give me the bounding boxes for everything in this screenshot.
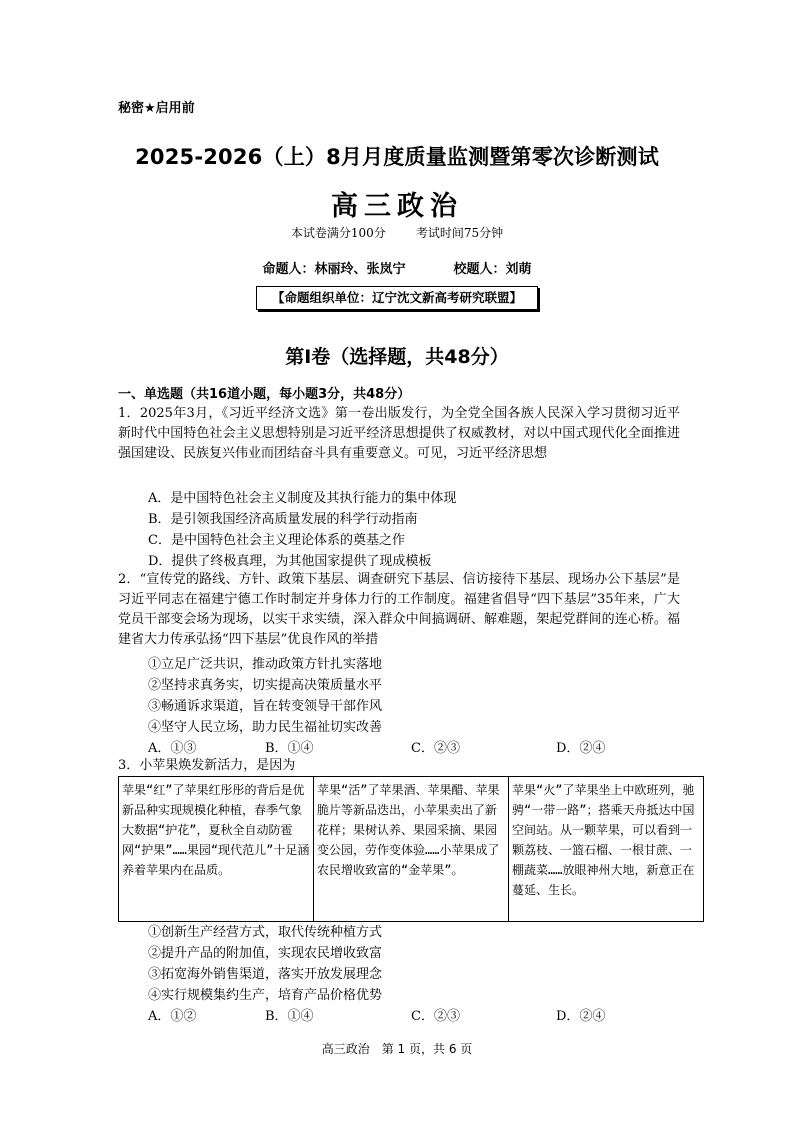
part-heading: 一、单选题（共16道小题，每小题3分，共48分） <box>118 387 411 402</box>
exam-title: 2025-2026（上）8月月度质量监测暨第零次诊断测试 <box>135 145 659 169</box>
question-3-item-2: ②提升产品的附加值，实现农民增收致富 <box>148 946 383 961</box>
question-2-item-2: ②坚持求真务实，切实提高决策质量水平 <box>148 678 383 693</box>
material-cell-red: 苹果“红”了苹果红彤彤的背后是优新品种实现规模化种植，春季气象大数据“护花”，夏秋全自动防雹网“护果”……果园“现代范儿”十足涵养着苹果内在品质。 <box>122 783 310 877</box>
subject-title: 高三政治 <box>331 191 463 222</box>
exam-meta <box>0 224 794 241</box>
question-1-option-a[interactable]: A．是中国特色社会主义制度及其执行能力的集中体现 <box>148 491 457 506</box>
question-2-item-4: ④坚守人民立场，助力民生福祉切实改善 <box>148 720 383 735</box>
question-1-option-d[interactable]: D．提供了终极真理，为其他国家提供了现成模板 <box>148 554 432 569</box>
question-3-choice-b[interactable]: B．①④ <box>265 1009 314 1024</box>
question-1-option-c[interactable]: C．是中国特色社会主义理论体系的奠基之作 <box>148 533 405 548</box>
question-1-stem: 1．2025年3月，《习近平经济文选》第一卷出版发行，为全党全国各族人民深入学习贯彻习近平新时代中国特色社会主义思想特别是习近平经济思想提供了权威教材，对以中国式现代化全面推进强国建设、民族复兴伟业而团结奋斗具有重要意义。可见，习近平经济思想 <box>118 406 680 461</box>
question-3-choice-d[interactable]: D．②④ <box>556 1009 606 1024</box>
question-3-choice-c[interactable]: C．②③ <box>411 1009 460 1024</box>
material-cell-fire: 苹果“火”了苹果坐上中欧班列，驰骋“一带一路”；搭乘天舟抵达中国空间站。从一颗苹果，可以看到一颗荔枝、一篮石榴、一根甘蔗、一棚蔬菜……放眼神州大地，新意正在蔓延、生长。 <box>508 777 703 921</box>
question-2-item-1: ①立足广泛共识，推动政策方针扎实落地 <box>148 657 383 672</box>
question-1-option-b[interactable]: B．是引领我国经济高质量发展的科学行动指南 <box>148 512 418 527</box>
question-3-item-3: ③拓宽海外销售渠道，落实开放发展理念 <box>148 967 383 982</box>
page-footer: 高三政治 第 1 页，共 6 页 <box>321 1042 473 1056</box>
question-3-choice-a[interactable]: A．①② <box>148 1009 197 1024</box>
organizer-box: 【命题组织单位：辽宁沈文新高考研究联盟】 <box>256 286 538 310</box>
question-3-stem: 3．小苹果焕发新活力，是因为 <box>118 758 296 773</box>
exam-people <box>0 258 794 277</box>
question-2-choice-b[interactable]: B．①④ <box>265 741 314 756</box>
exam-time: 考试时间75分钟 <box>415 226 504 240</box>
section-title: 第Ⅰ卷（选择题，共48分） <box>285 346 509 368</box>
authors: 命题人：林丽玲、张岚宁 <box>262 262 406 277</box>
question-3-item-4: ④实行规模集约生产，培育产品价格优势 <box>148 988 383 1003</box>
question-2-item-3: ③畅通诉求渠道，旨在转变领导干部作风 <box>148 699 383 714</box>
question-3-item-1: ①创新生产经营方式，取代传统种植方式 <box>148 925 383 940</box>
confidential-label: 秘密★启用前 <box>118 101 195 116</box>
material-cell-live: 苹果“活”了苹果酒、苹果醋、苹果脆片等新品迭出，小苹果卖出了新花样；果树认养、果园采摘、果园变公园，劳作变体验……小苹果成了农民增收致富的“金苹果”。 <box>313 777 508 921</box>
question-2-stem: 2．“宣传党的路线、方针、政策下基层、调查研究下基层、信访接待下基层、现场办公下基层”是习近平同志在福建宁德工作时制定并身体力行的工作制度。福建省倡导“四下基层”35年来，广大党员干部变会场为现场，以实干求实绩，深入群众中间搞调研、解难题，架起党群间的连心桥。福建省大力传承弘扬“四下基层”优良作风的举措 <box>118 572 680 647</box>
reviewer: 校题人：刘萌 <box>453 262 532 277</box>
question-2-choice-c[interactable]: C．②③ <box>411 741 460 756</box>
full-score: 本试卷满分100分 <box>290 226 386 240</box>
question-2-choice-d[interactable]: D．②④ <box>556 741 606 756</box>
question-2-choice-a[interactable]: A．①③ <box>148 741 197 756</box>
question-3-material-table <box>118 776 704 922</box>
